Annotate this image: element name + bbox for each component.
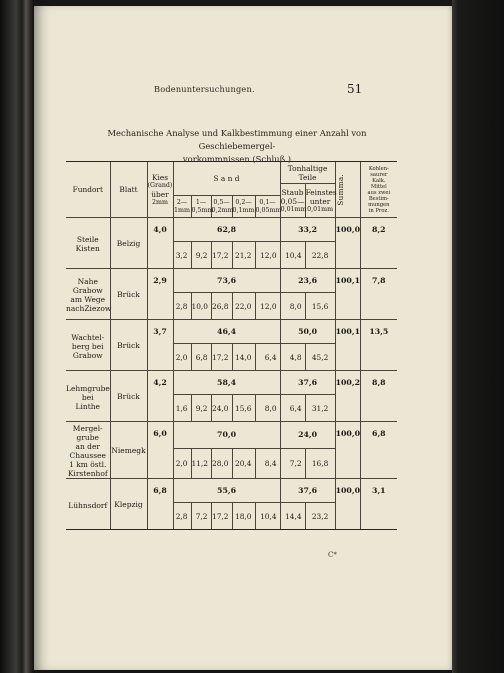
cell-ton-total: 37,6 — [280, 371, 335, 395]
cell-fundort — [66, 422, 110, 479]
cell-sand-fraction: 12,0 — [255, 242, 280, 269]
fundort-line: Nahe — [77, 277, 98, 286]
cell-fundort — [66, 269, 110, 320]
fundort-line: Lühnsdorf — [68, 500, 108, 510]
cell-sand-fraction: 9,2 — [191, 395, 211, 422]
cell-sand-fraction: 21,2 — [232, 242, 255, 269]
cell-staub: 8,0 — [280, 293, 305, 320]
cell-staub: 7,2 — [280, 448, 305, 478]
table-row — [66, 371, 397, 395]
cell-sand-fraction: 3,2 — [173, 242, 191, 269]
header-kalk-line: Kalk. — [372, 177, 386, 184]
header-staub-l3: 0,01mm — [280, 205, 307, 213]
cell-sand-fraction: 15,6 — [232, 395, 255, 422]
cell-ton-total: 24,0 — [280, 422, 335, 449]
cell-staub: 14,4 — [280, 503, 305, 530]
header-kies-label: Kies — [151, 173, 169, 182]
cell-feinstes: 31,2 — [305, 395, 335, 422]
header-sand-class-3 — [232, 196, 255, 218]
header-kalk-line: in Proz. — [368, 207, 389, 214]
fundort-line: Kisten — [75, 244, 100, 253]
header-kalk-line: Bestim- — [368, 195, 389, 202]
cell-kies: 6,0 — [147, 422, 173, 479]
cell-kalk: 8,2 — [360, 218, 397, 269]
cell-sand-fraction: 12,0 — [255, 293, 280, 320]
header-sand-class-top: 1— — [195, 199, 207, 206]
header-kalk-line: mungen — [368, 201, 390, 208]
cell-ton-total: 33,2 — [280, 218, 335, 242]
cell-ton-total: 50,0 — [280, 320, 335, 344]
fundort-line: Wachtel- — [71, 332, 105, 342]
header-tonhaltige-l2: Teile — [298, 172, 317, 182]
header-blatt: Blatt — [110, 162, 147, 218]
cell-summa: 100,2 — [335, 371, 360, 422]
header-feinstes-l3: 0,01mm — [307, 205, 334, 213]
caption-line-2: vorkommnissen (Schluß.) — [182, 154, 292, 164]
cell-sand-fraction: 18,0 — [232, 503, 255, 530]
cell-sand-total: 73,6 — [173, 269, 280, 293]
cell-blatt: Belzig — [110, 218, 147, 269]
cell-ton-total: 37,6 — [280, 479, 335, 503]
header-kalk-line: aus zwei — [367, 189, 391, 196]
cell-fundort — [66, 371, 110, 422]
scan-background-right — [452, 0, 504, 673]
fundort-line: grube — [76, 433, 99, 442]
cell-sand-fraction: 24,0 — [211, 395, 232, 422]
cell-kies: 4,2 — [147, 371, 173, 422]
cell-fundort — [66, 218, 110, 269]
caption-line-1: Mechanische Analyse und Kalkbestimmung einer Anzahl von Geschiebemergel- — [107, 128, 367, 151]
cell-fundort — [66, 320, 110, 371]
cell-sand-fraction: 2,8 — [173, 503, 191, 530]
cell-staub: 4,8 — [280, 344, 305, 371]
cell-sand-fraction: 10,4 — [255, 503, 280, 530]
header-sand-class-2 — [211, 196, 232, 218]
fundort-line: Steile — [76, 235, 99, 244]
header-kies-size: 2mm — [152, 198, 168, 206]
table-row — [66, 422, 397, 449]
cell-summa: 100,0 — [335, 218, 360, 269]
cell-summa: 100,0 — [335, 479, 360, 530]
header-staub — [280, 184, 305, 218]
cell-blatt: Niemegk — [110, 422, 147, 479]
cell-feinstes: 22,8 — [305, 242, 335, 269]
table-row — [66, 320, 397, 344]
header-kalk-label — [361, 166, 398, 214]
header-sand-class-top: 2— — [176, 199, 188, 206]
header-feinstes — [305, 184, 335, 218]
header-kalk-line: Kohlen- — [368, 165, 389, 172]
header-staub-l2: 0,05— — [280, 196, 305, 206]
header-staub-l1: Staub — [281, 187, 304, 197]
header-sand: S a n d — [173, 162, 280, 196]
table-row — [66, 479, 397, 503]
book-spine-edge — [0, 0, 34, 673]
header-sand-class-1 — [191, 196, 214, 218]
cell-sand-total: 70,0 — [173, 422, 280, 449]
cell-sand-total: 58,4 — [173, 371, 280, 395]
fundort-line: 1 km östl. — [69, 460, 107, 469]
header-kies-grand: (Grand) — [147, 182, 173, 189]
header-kies — [147, 162, 173, 218]
cell-summa: 100,0 — [335, 422, 360, 479]
cell-sand-fraction: 1,6 — [173, 395, 191, 422]
cell-sand-fraction: 6,8 — [191, 344, 211, 371]
cell-kalk: 6,8 — [360, 422, 397, 479]
cell-feinstes: 23,2 — [305, 503, 335, 530]
header-sand-class-top: 0,5— — [213, 199, 230, 206]
cell-sand-fraction: 8,0 — [255, 395, 280, 422]
cell-sand-fraction: 17,2 — [211, 242, 232, 269]
header-sand-class-bottom: 0,05mm — [255, 206, 282, 214]
cell-kalk: 13,5 — [360, 320, 397, 371]
header-sand-class-bottom: 0,5mm — [191, 206, 214, 214]
cell-blatt: Klepzig — [110, 479, 147, 530]
header-tonhaltige-l1: Tonhaltige — [287, 163, 328, 173]
fundort-line: berg bei — [71, 341, 104, 351]
header-sand-class-0 — [173, 196, 191, 218]
fundort-line: Chaussee — [69, 451, 106, 460]
cell-kies: 4,0 — [147, 218, 173, 269]
cell-staub: 10,4 — [280, 242, 305, 269]
cell-sand-fraction: 11,2 — [191, 448, 211, 478]
fundort-line: Grabow — [72, 350, 103, 360]
cell-ton-total: 23,6 — [280, 269, 335, 293]
cell-sand-fraction: 8,4 — [255, 448, 280, 478]
table-row — [66, 269, 397, 293]
header-sand-class-bottom: 0,2mm — [211, 206, 234, 214]
cell-sand-fraction: 28,0 — [211, 448, 232, 478]
fundort-line: bei — [81, 392, 94, 402]
header-kalk — [360, 162, 397, 218]
cell-feinstes: 45,2 — [305, 344, 335, 371]
header-fundort: Fundort — [66, 162, 110, 218]
cell-feinstes: 15,6 — [305, 293, 335, 320]
fundort-line: Kirstenhof — [67, 469, 108, 478]
cell-sand-fraction: 6,4 — [255, 344, 280, 371]
cell-kies: 6,8 — [147, 479, 173, 530]
header-kalk-line: Mittel — [370, 183, 387, 190]
cell-sand-fraction: 2,0 — [173, 344, 191, 371]
fundort-line: nachZiezow — [66, 304, 112, 313]
page-number: 51 — [347, 82, 363, 96]
header-sand-class-bottom: 0,1mm — [232, 206, 255, 214]
running-header: Bodenuntersuchungen. — [154, 84, 255, 94]
header-feinstes-l1: Feinstes — [305, 187, 337, 197]
fundort-line: am Wege — [70, 295, 106, 304]
table-row — [66, 218, 397, 242]
cell-sand-fraction: 20,4 — [232, 448, 255, 478]
cell-kalk: 7,8 — [360, 269, 397, 320]
cell-sand-total: 46,4 — [173, 320, 280, 344]
cell-sand-fraction: 17,2 — [211, 503, 232, 530]
cell-sand-fraction: 2,0 — [173, 448, 191, 478]
cell-staub: 6,4 — [280, 395, 305, 422]
cell-kalk: 8,8 — [360, 371, 397, 422]
header-sand-class-bottom: 1mm — [174, 206, 190, 214]
cell-sand-fraction: 7,2 — [191, 503, 211, 530]
header-sand-class-4 — [255, 196, 280, 218]
fundort-line: an der — [75, 442, 100, 451]
cell-sand-fraction: 10,0 — [191, 293, 211, 320]
fundort-line: Grabow — [72, 286, 103, 295]
cell-sand-fraction: 9,2 — [191, 242, 211, 269]
header-summa — [335, 162, 360, 218]
header-feinstes-l2: unter — [309, 196, 331, 206]
cell-blatt: Brück — [110, 371, 147, 422]
cell-summa: 100,1 — [335, 269, 360, 320]
cell-kies: 3,7 — [147, 320, 173, 371]
cell-feinstes: 16,8 — [305, 448, 335, 478]
cell-blatt: Brück — [110, 269, 147, 320]
fundort-line: Lehmgrube — [66, 383, 110, 393]
cell-sand-total: 55,6 — [173, 479, 280, 503]
cell-sand-fraction: 26,8 — [211, 293, 232, 320]
header-tonhaltige — [280, 162, 335, 184]
cell-kies: 2,9 — [147, 269, 173, 320]
analysis-table — [66, 161, 397, 530]
cell-sand-fraction: 2,8 — [173, 293, 191, 320]
fundort-line: Linthe — [75, 401, 100, 411]
header-kies-ueber: über — [151, 189, 169, 199]
cell-kalk: 3,1 — [360, 479, 397, 530]
cell-sand-fraction: 17,2 — [211, 344, 232, 371]
signature-mark: C* — [328, 551, 337, 559]
header-kalk-line: saurer — [370, 171, 388, 178]
cell-blatt: Brück — [110, 320, 147, 371]
header-summa-label: Summa. — [335, 173, 345, 206]
cell-sand-total: 62,8 — [173, 218, 280, 242]
cell-summa: 100,1 — [335, 320, 360, 371]
header-sand-class-top: 0,1— — [259, 199, 276, 206]
cell-sand-fraction: 22,0 — [232, 293, 255, 320]
header-sand-class-top: 0,2— — [235, 199, 252, 206]
cell-fundort — [66, 479, 110, 530]
cell-sand-fraction: 14,0 — [232, 344, 255, 371]
fundort-line: Mergel- — [72, 424, 103, 433]
